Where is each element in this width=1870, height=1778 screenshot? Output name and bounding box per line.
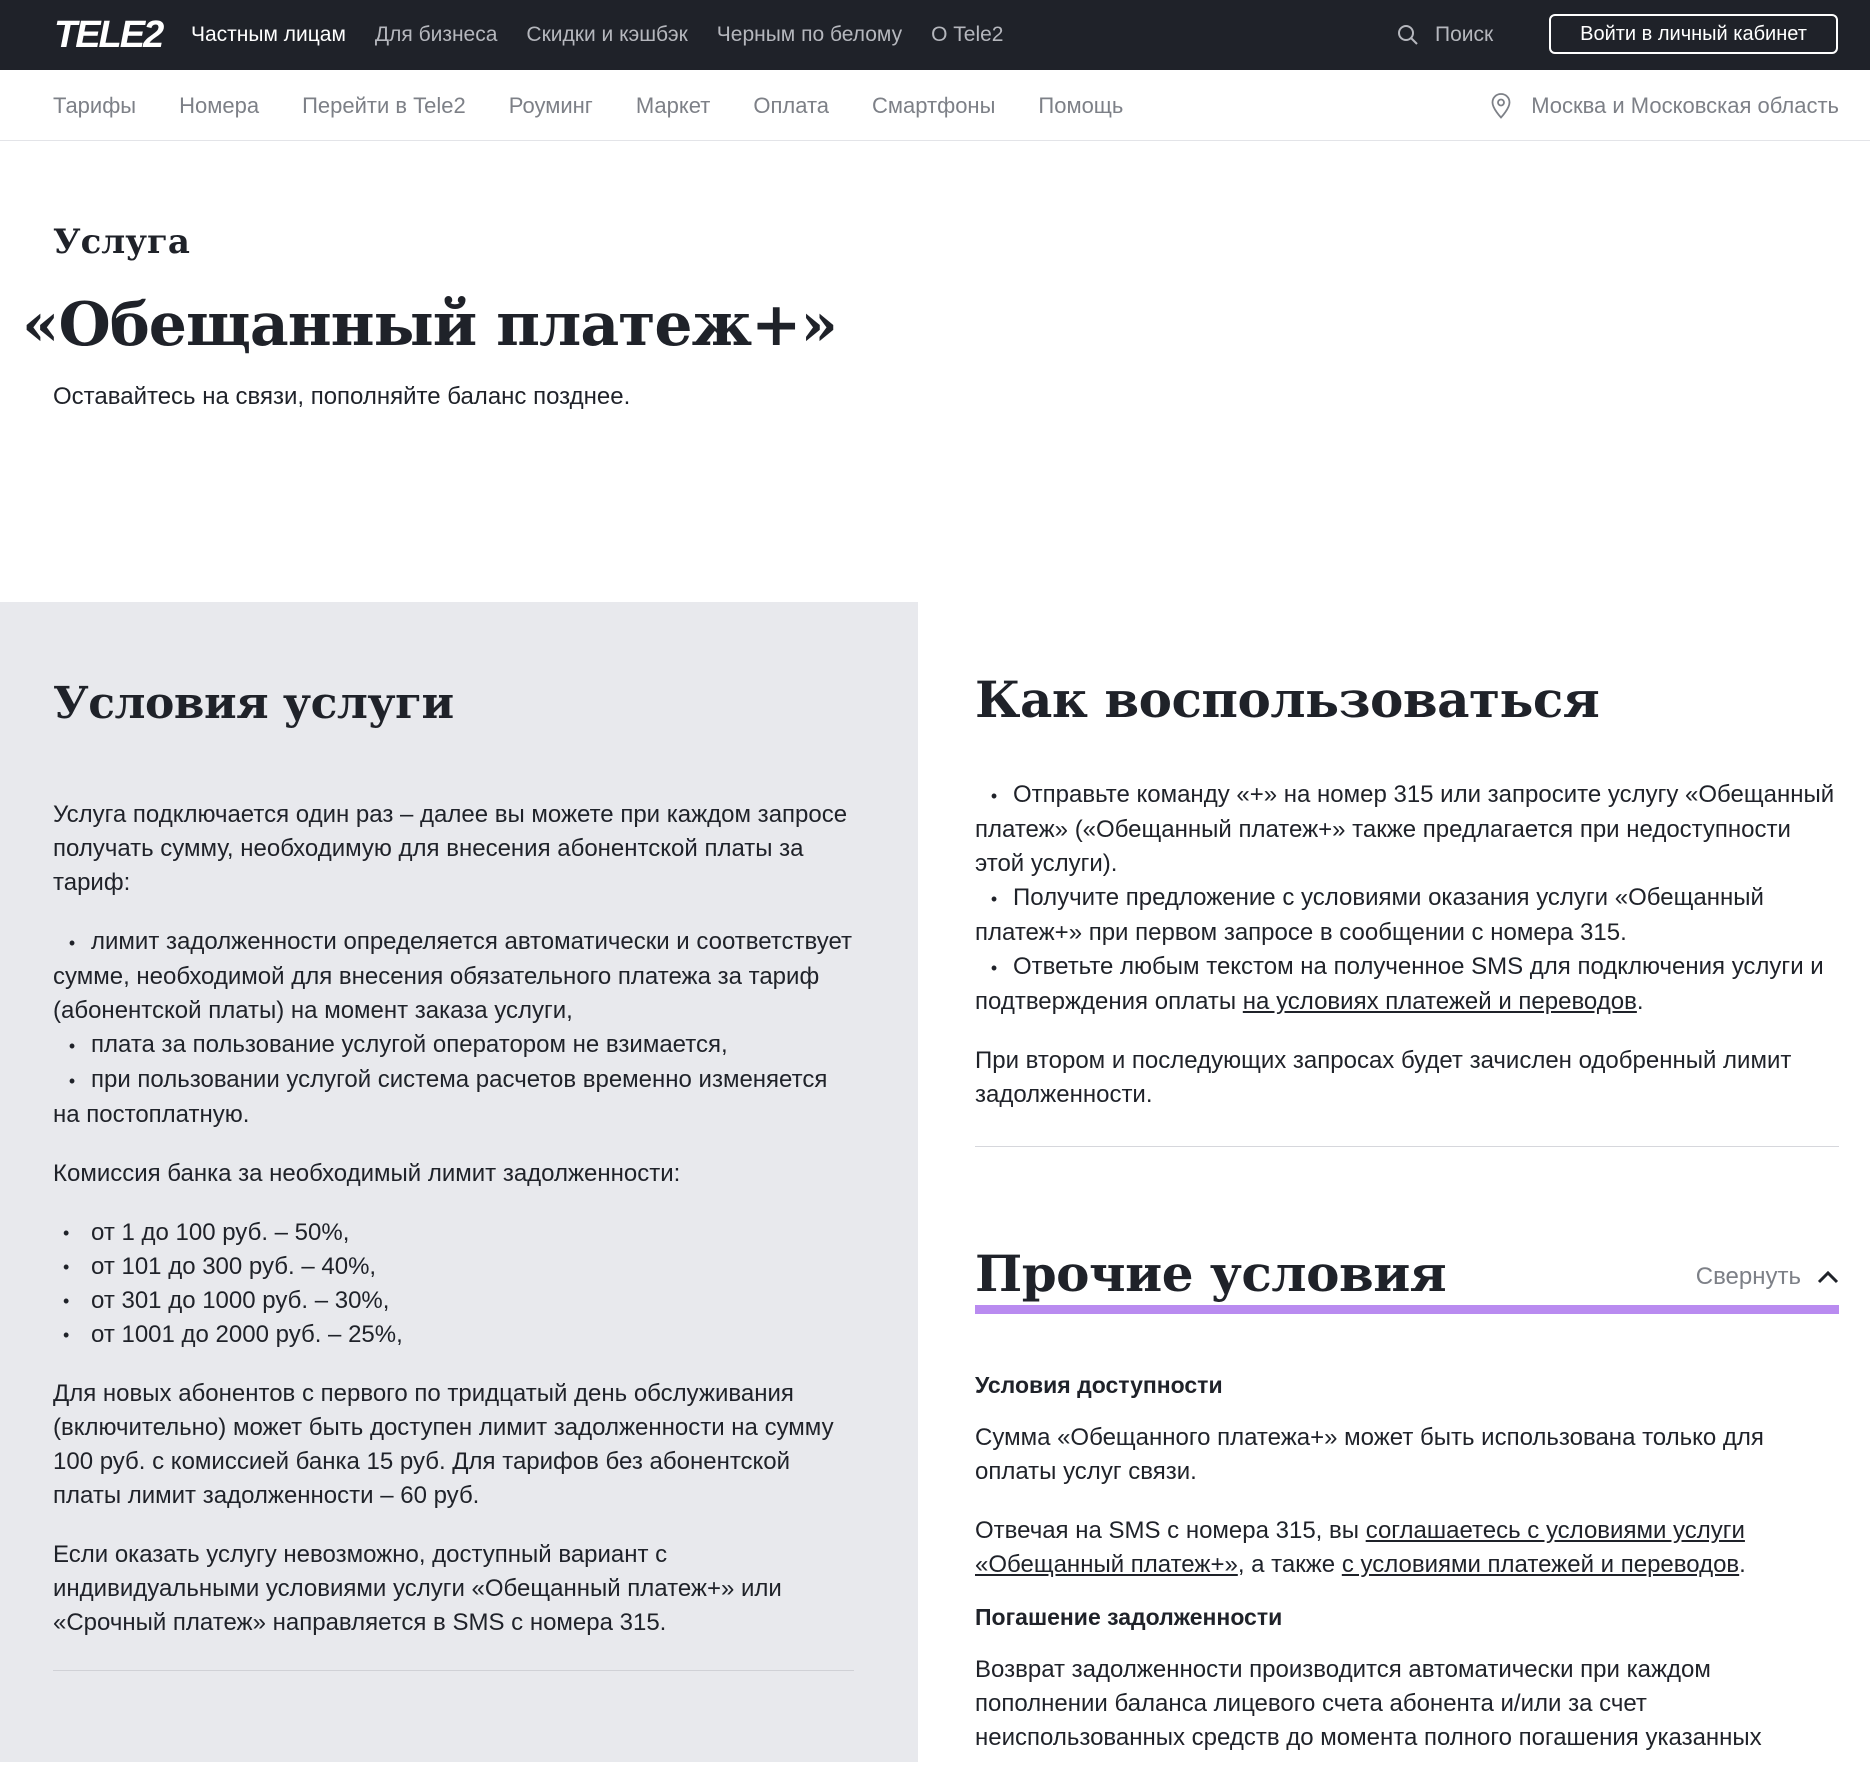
commission-title: Комиссия банка за необходимый лимит задолженности: [53,1160,681,1187]
conditions-rules [53,925,854,1132]
list-item: • лимит задолженности определяется автоматически и соответствует сумме, необходимой для внесения обязательного платежа за тариф (абонентской платы) на момент заказа услуги, [53,925,854,1028]
conditions-panel [0,602,918,1762]
sms-agreement-text [975,1514,1839,1582]
sms-text-mid: , а также [1237,1551,1342,1578]
new-subscribers-note: Для новых абонентов с первого по тридцатый день обслуживания (включительно) может быть доступен лимит задолженности на сумму 100 руб. с комиссией банка 15 руб. Для тарифов без абонентской платы лимит задолженности – 60 руб. [53,1380,834,1509]
howto-title: Как воспользоваться [975,670,1600,729]
nav-business[interactable]: Для бизнеса [374,23,498,46]
availability-text: Сумма «Обещанного платежа+» может быть использована только для оплаты услуг связи. [975,1424,1764,1485]
location-pin-icon [1491,93,1511,119]
subnav-help[interactable]: Помощь [1038,92,1124,118]
region-label: Москва и Московская область [1531,92,1839,118]
top-bar [0,0,1870,70]
howto-steps [975,778,1839,1019]
list-item: • плата за пользование услугой оператором не взимается, [53,1028,854,1063]
sms-text-start: Отвечая на SMS с номера 315, вы [975,1517,1366,1544]
nav-black-on-white[interactable]: Черным по белому [716,23,903,46]
list-item: • от 1 до 100 руб. – 50%, [53,1216,854,1250]
search-button[interactable] [1397,0,1493,70]
nav-private[interactable]: Частным лицам [191,23,346,46]
list-item [975,950,1839,1019]
subnav-market[interactable]: Маркет [635,92,711,118]
nav-about[interactable]: О Tele2 [931,23,1004,46]
service-terms-link[interactable]: соглашаетесь с условиями услуги «Обещанный платеж+» [975,1517,1745,1578]
payment-transfer-terms-link[interactable]: с условиями платежей и переводов [1341,1551,1740,1578]
repeat-note: При втором и последующих запросах будет зачислен одобренный лимит задолженности. [975,1047,1792,1108]
collapse-label: Свернуть [1695,1263,1801,1290]
subnav-smartphones[interactable]: Смартфоны [872,92,996,118]
sms-text-end: . [1739,1551,1746,1578]
repayment-title: Погашение задолженности [975,1604,1283,1630]
hero-kicker: Услуга [53,222,190,262]
conditions-intro: Услуга подключается один раз – далее вы можете при каждом запросе получать сумму, необходимую для внесения абонентской платы за тариф: [53,801,848,896]
sub-nav [0,70,1870,141]
subnav-numbers[interactable]: Номера [179,92,260,118]
page-title: «Обещанный платеж+» [22,290,837,360]
subnav-tariffs[interactable]: Тарифы [53,92,137,118]
commission-list [53,1216,854,1352]
list-item: • от 1001 до 2000 руб. – 25%, [53,1318,854,1352]
sub-nav-items [53,70,1166,141]
subnav-payment[interactable]: Оплата [753,92,830,118]
region-selector[interactable] [1491,70,1839,141]
other-conditions [975,1244,1839,1755]
subnav-switch[interactable]: Перейти в Tele2 [302,92,466,118]
list-item: • Отправьте команду «+» на номер 315 или запросите услугу «Обещанный платеж» («Обещанный платеж+» также предлагается при недоступности этой услуги). [975,778,1839,881]
list-item: • при пользовании услугой система расчетов временно изменяется на постоплатную. [53,1063,854,1132]
list-item: • от 301 до 1000 руб. – 30%, [53,1284,854,1318]
collapse-button[interactable] [1696,1263,1839,1291]
step3-end: . [1636,988,1644,1015]
availability-title: Условия доступности [975,1372,1223,1398]
chevron-up-icon [1817,1270,1839,1284]
nav-discounts[interactable]: Скидки и кэшбэк [526,23,688,46]
tele2-logo[interactable]: TELE2 [54,14,163,56]
divider [53,1670,854,1671]
search-label: Поиск [1435,23,1494,46]
subnav-roaming[interactable]: Роуминг [508,92,593,118]
repayment-text: Возврат задолженности производится автоматически при каждом пополнении баланса лицевого счета абонента и/или за счет неиспользованных средств до момента полного погашения указанных [975,1656,1762,1751]
step3-text: Ответьте любым текстом на полученное SMS для подключения услуги и подтверждения оплаты [975,953,1824,1015]
payment-terms-link[interactable]: на условиях платежей и переводов [1242,988,1637,1015]
other-conditions-header[interactable] [975,1244,1839,1314]
segment-nav [191,0,1032,70]
search-icon [1397,24,1419,46]
divider [975,1146,1839,1147]
other-conditions-title: Прочие условия [975,1244,1447,1303]
hero-subtitle: Оставайтесь на связи, пополняйте баланс позднее. [53,383,631,410]
fallback-note: Если оказать услугу невозможно, доступный вариант с индивидуальными условиями услуги «Обещанный платеж+» или «Срочный платеж» направляется в SMS с номера 315. [53,1541,782,1636]
conditions-title: Условия услуги [53,678,454,729]
login-button[interactable]: Войти в личный кабинет [1549,14,1838,54]
list-item: • от 101 до 300 руб. – 40%, [53,1250,854,1284]
list-item: • Получите предложение с условиями оказания услуги «Обещанный платеж+» при первом запросе в сообщении с номера 315. [975,881,1839,950]
